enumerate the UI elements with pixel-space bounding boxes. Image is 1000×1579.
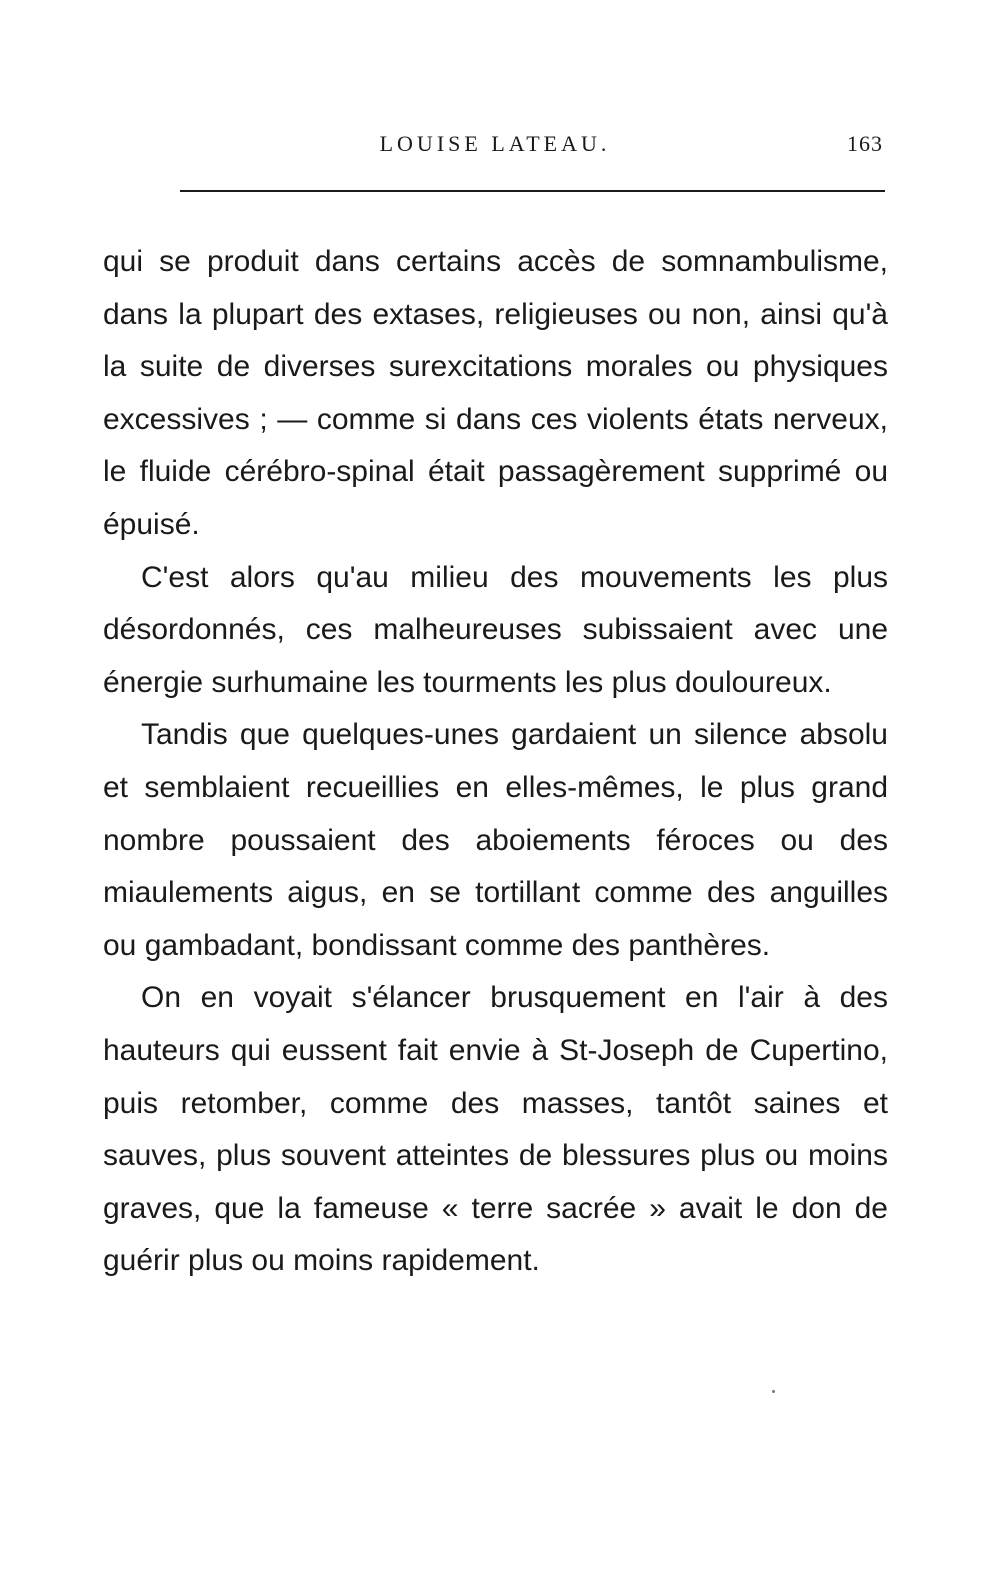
paragraph: On en voyait s'élancer brusquement en l'air à des hauteurs qui eussent fait envie à St-Joseph de Cupertino, puis retomber, comme des masses, tantôt saines et sauves, plus souvent atteintes de blessures plus ou moins graves, que la fameuse « terre sacrée » avait le don de guérir plus ou moins rapidement. (103, 981, 888, 1278)
body-text (103, 236, 888, 1288)
page-number: 163 (847, 131, 883, 156)
paragraph: C'est alors qu'au milieu des mouvements les plus désordonnés, ces malheureuses subissaient avec une énergie surhumaine les tourments les plus douloureux. (103, 560, 888, 699)
paragraph-continued: qui se produit dans certains accès de somnambulisme, dans la plupart des extases, religieuses ou non, ainsi qu'à la suite de diverses surexcitations morales ou physiques excessives ; — comme si dans ces violents états nerveux, le fluide cérébro-spinal était passagèrement supprimé ou épuisé. (103, 245, 888, 541)
paragraph: Tandis que quelques-unes gardaient un silence absolu et semblaient recueillies en elles-mêmes, le plus grand nombre poussaient des aboiements féroces ou des miaulements aigus, en se tortillant comme des anguilles ou gambadant, bondissant comme des panthères. (103, 718, 888, 962)
running-title: LOUISE LATEAU. (379, 131, 611, 156)
header-rule (180, 190, 885, 192)
running-head (105, 128, 885, 164)
print-speck (772, 1390, 775, 1393)
